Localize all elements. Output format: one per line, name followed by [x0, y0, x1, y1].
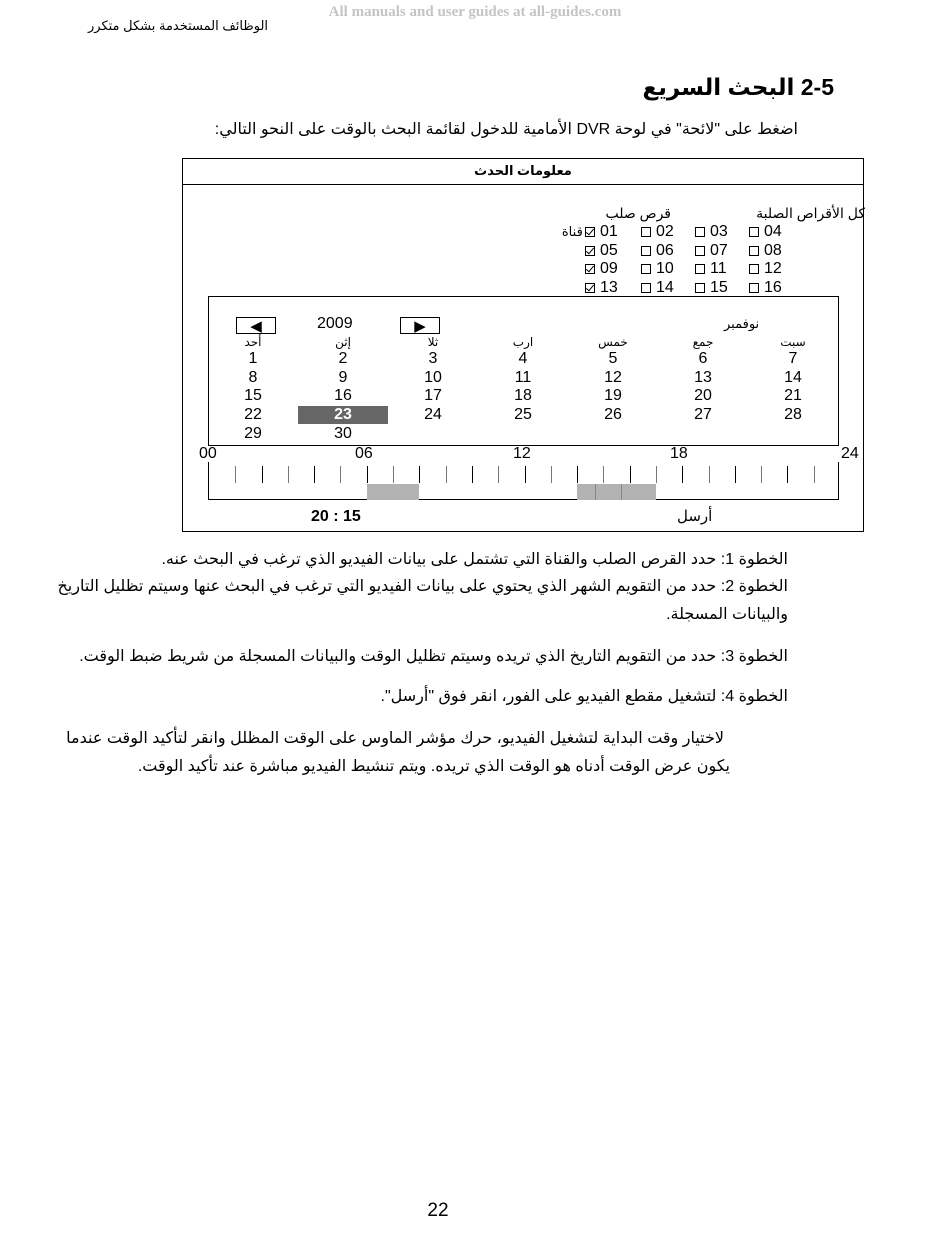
weekday-label: أحد: [244, 335, 262, 349]
calendar-day[interactable]: 13: [694, 368, 712, 386]
channel-checkbox[interactable]: [585, 246, 595, 256]
channel-row: [581, 279, 821, 297]
step-1: الخطوة 1: حدد القرص الصلب والقناة التي تشتمل على بيانات الفيديو الذي ترغب في البحث عنه.: [161, 551, 788, 568]
panel-title: معلومات الحدث: [183, 159, 863, 185]
prev-year-button[interactable]: [236, 317, 276, 334]
channel-checkbox[interactable]: [695, 264, 705, 274]
channel-number: 15: [710, 278, 728, 296]
calendar-day[interactable]: 11: [514, 368, 532, 386]
calendar: [208, 296, 839, 446]
calendar-day[interactable]: 9: [338, 368, 348, 386]
calendar-day[interactable]: 15: [244, 387, 262, 405]
channel-row: [561, 223, 821, 241]
step-4: الخطوة 4: لتشغيل مقطع الفيديو على الفور، انقر فوق "أرسل".: [380, 688, 788, 705]
channel-checkbox[interactable]: [641, 246, 651, 256]
hour-tick: [472, 466, 473, 483]
section-title: 2-5 البحث السريع: [642, 74, 834, 100]
channel-number: 11: [710, 260, 727, 277]
channel-toggle[interactable]: [637, 279, 674, 297]
channel-toggle[interactable]: [745, 223, 782, 241]
segment-divider: [621, 484, 622, 500]
calendar-day[interactable]: 1: [248, 350, 258, 367]
channel-checkbox[interactable]: [695, 246, 705, 256]
calendar-day[interactable]: 10: [424, 368, 442, 386]
hour-tick: [367, 466, 368, 483]
channel-checkbox[interactable]: [695, 283, 705, 293]
event-info-panel: [182, 158, 864, 532]
channel-number: 10: [656, 260, 674, 277]
weekday-label: ثلا: [427, 335, 439, 349]
channel-toggle[interactable]: [691, 279, 728, 297]
calendar-day[interactable]: 3: [428, 350, 438, 367]
hour-tick: [446, 466, 447, 483]
calendar-day[interactable]: 24: [424, 406, 442, 424]
all-hdd-label[interactable]: كل الأقراص الصلبة: [756, 205, 865, 221]
calendar-day[interactable]: 7: [788, 350, 798, 367]
channel-number: 16: [764, 278, 782, 296]
channel-toggle[interactable]: [637, 242, 674, 260]
recorded-segment[interactable]: [577, 484, 656, 500]
weekday-label: سبت: [780, 335, 806, 349]
hour-tick: [551, 466, 552, 483]
calendar-day[interactable]: 12: [604, 368, 622, 386]
calendar-day[interactable]: 26: [604, 406, 622, 424]
channel-checkbox[interactable]: [749, 227, 759, 237]
calendar-day[interactable]: 16: [334, 387, 352, 405]
time-readout: 20 : 15: [311, 508, 361, 525]
channel-checkbox[interactable]: [641, 227, 651, 237]
channel-checkbox[interactable]: [695, 227, 705, 237]
channel-checkbox[interactable]: [585, 264, 595, 274]
channel-number: 03: [710, 223, 728, 240]
channel-toggle[interactable]: [691, 260, 727, 278]
channel-toggle[interactable]: [581, 279, 618, 297]
hour-tick: [393, 466, 394, 483]
step-2: الخطوة 2: حدد من التقويم الشهر الذي يحتوي على بيانات الفيديو التي ترغب في البحث عنها وسيتم تظليل التاريخ: [57, 578, 788, 595]
channel-checkbox[interactable]: [585, 227, 595, 237]
segment-divider: [595, 484, 596, 500]
hour-tick: [419, 466, 420, 483]
calendar-month: نوفمبر: [724, 316, 760, 331]
hour-tick: [525, 466, 526, 483]
channel-number: 02: [656, 223, 674, 240]
send-button[interactable]: أرسل: [677, 508, 713, 525]
note-line-1: لاختيار وقت البداية لتشغيل الفيديو، حرك مؤشر الماوس على الوقت المظلل وانقر لتأكيد الوقت عندما: [66, 730, 724, 747]
calendar-day[interactable]: 21: [784, 387, 802, 405]
calendar-day[interactable]: 27: [694, 406, 712, 424]
channel-toggle[interactable]: [637, 260, 674, 278]
channel-number: 12: [764, 260, 782, 277]
hour-tick: [262, 466, 263, 483]
hour-tick: [787, 466, 788, 483]
hour-tick: [340, 466, 341, 483]
calendar-day[interactable]: 30: [334, 424, 352, 442]
channel-number: 08: [764, 241, 782, 259]
channel-checkbox[interactable]: [585, 283, 595, 293]
weekday-label: إثن: [335, 335, 351, 349]
channel-row: [581, 260, 821, 278]
hour-tick: [656, 466, 657, 483]
calendar-day[interactable]: 5: [608, 350, 618, 367]
timeline-label-18: 18: [670, 445, 688, 462]
calendar-year: 2009: [317, 315, 353, 332]
triangle-left-icon: ◀: [250, 317, 262, 335]
weekday-label: ارب: [512, 335, 534, 349]
step-2-continued: والبيانات المسجلة.: [666, 606, 788, 623]
channel-toggle[interactable]: [691, 223, 728, 241]
channel-label: قناة: [561, 224, 583, 239]
calendar-day[interactable]: 6: [698, 350, 708, 367]
calendar-day[interactable]: 4: [518, 350, 528, 367]
calendar-day[interactable]: 2: [338, 350, 348, 367]
channel-number: 05: [600, 241, 618, 259]
recorded-segment[interactable]: [367, 484, 420, 500]
hour-tick: [288, 466, 289, 483]
weekday-label: جمع: [692, 335, 714, 349]
timeline-label-24: 24: [841, 445, 859, 462]
calendar-day[interactable]: 18: [514, 387, 532, 405]
hour-tick: [814, 466, 815, 483]
time-bar[interactable]: [208, 462, 839, 500]
channel-checkbox[interactable]: [641, 283, 651, 293]
channel-checkbox[interactable]: [749, 246, 759, 256]
intro-paragraph: اضغط على "لائحة" في لوحة DVR الأمامية للدخول لقائمة البحث بالوقت على النحو التالي:: [214, 121, 798, 138]
channel-number: 06: [656, 241, 674, 259]
channel-toggle[interactable]: [745, 260, 782, 278]
channel-checkbox[interactable]: [641, 264, 651, 274]
channel-number: 04: [764, 223, 782, 240]
hour-tick: [603, 466, 604, 483]
hour-tick: [761, 466, 762, 483]
timeline-label-00: 00: [199, 445, 217, 462]
channel-number: 14: [656, 278, 674, 296]
channel-number: 09: [600, 260, 618, 277]
calendar-day[interactable]: 22: [244, 406, 262, 424]
channel-number: 07: [710, 241, 728, 259]
channel-number: 13: [600, 278, 618, 296]
triangle-right-icon: ▶: [414, 317, 426, 335]
hour-tick: [630, 466, 631, 483]
channel-grid: [561, 223, 821, 297]
channel-toggle[interactable]: [581, 260, 618, 278]
channel-toggle[interactable]: [745, 242, 782, 260]
calendar-day[interactable]: 8: [248, 368, 258, 386]
timeline-label-06: 06: [355, 445, 373, 462]
channel-toggle[interactable]: [745, 279, 782, 297]
running-header: الوظائف المستخدمة بشكل متكرر: [88, 18, 269, 33]
channel-toggle[interactable]: [637, 223, 674, 241]
calendar-day[interactable]: 20: [694, 387, 712, 405]
channel-checkbox[interactable]: [749, 283, 759, 293]
watermark: All manuals and user guides at all-guides.com: [328, 4, 622, 20]
calendar-grid: [209, 335, 840, 447]
page-number: 22: [427, 1200, 449, 1221]
step-3: الخطوة 3: حدد من التقويم التاريخ الذي تريده وسيتم تظليل الوقت والبيانات المسجلة من شريط ضبط الوقت.: [79, 648, 788, 665]
calendar-day[interactable]: 14: [784, 368, 802, 386]
hour-tick: [709, 466, 710, 483]
hdd-label[interactable]: قرص صلب: [605, 205, 671, 221]
calendar-day[interactable]: 19: [604, 387, 622, 405]
channel-toggle[interactable]: [691, 242, 728, 260]
weekday-label: خمس: [598, 335, 628, 349]
timeline-label-12: 12: [513, 445, 531, 462]
next-year-button[interactable]: [400, 317, 440, 334]
hour-tick: [314, 466, 315, 483]
channel-row: [581, 242, 821, 260]
hour-tick: [235, 466, 236, 483]
calendar-day[interactable]: 17: [424, 387, 442, 405]
channel-number: 01: [600, 223, 618, 240]
calendar-day-selected[interactable]: 23: [298, 406, 388, 424]
channel-checkbox[interactable]: [749, 264, 759, 274]
hour-tick: [498, 466, 499, 483]
channel-toggle[interactable]: [561, 223, 618, 241]
hour-tick: [682, 466, 683, 483]
calendar-day[interactable]: 28: [784, 406, 802, 424]
calendar-day[interactable]: 29: [244, 424, 262, 442]
calendar-day[interactable]: 25: [514, 406, 532, 424]
hour-tick: [577, 466, 578, 483]
hour-tick: [735, 466, 736, 483]
note-line-2: يكون عرض الوقت أدناه هو الوقت الذي تريده. ويتم تنشيط الفيديو مباشرة عند تأكيد الوقت.: [137, 758, 730, 775]
channel-toggle[interactable]: [581, 242, 618, 260]
